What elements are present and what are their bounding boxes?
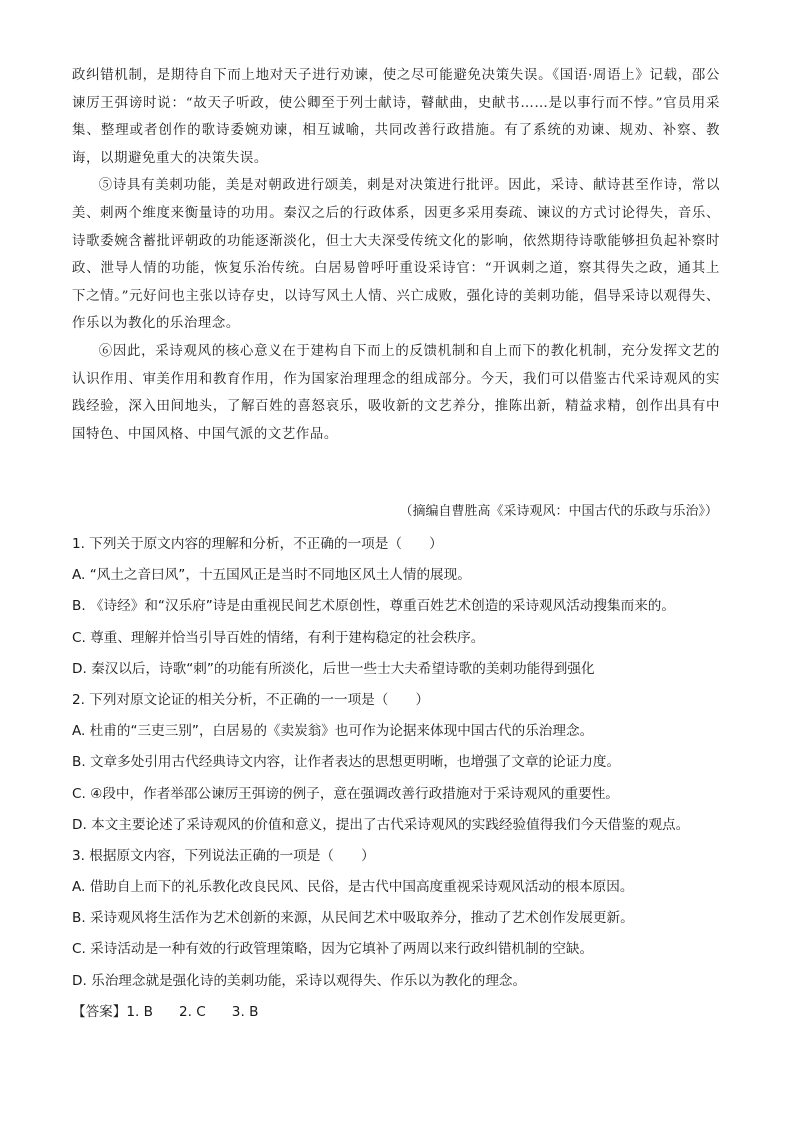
option-b: B. 文章多处引用古代经典诗文内容，让作者表达的思想更明晰，也增强了文章的论证力度。	[72, 754, 621, 771]
answer-item: 2. C	[179, 1003, 206, 1020]
passage-paragraph-continued: 政纠错机制，是期待自下而上地对天子进行劝谏，使之尽可能避免决策失误。《国语·周语上》记载，邵公谏厉王弭谤时说：“故天子听政，使公卿至于列士献诗，瞽献曲，史献书……是以事行而不悖。”官员用采集、整理或者创作的歌诗委婉劝谏，相互诚喻，共同改善行政措施。有了系统的劝谏、规劝、补察、教诲，以期避免重大的决策失误。	[72, 68, 720, 166]
option-d: D. 秦汉以后，诗歌“刺”的功能有所淡化，后世一些士大夫希望诗歌的美刺功能得到强化	[72, 660, 595, 677]
passage-paragraph-5: ⑤诗具有美刺功能，美是对朝政进行颂美，刺是对决策进行批评。因此，采诗、献诗甚至作诗，常以美、刺两个维度来衡量诗的功用。秦汉之后的行政体系，因更多采用奏疏、谏议的方式讨论得失，音乐、诗歌委婉含蓄批评朝政的功能逐渐淡化，但士大夫深受传统文化的影响，依然期待诗歌能够担负起补察时政、泄导人情的功能，恢复乐治传统。白居易曾呼吁重设采诗官：“开讽刺之道，察其得失之政，通其上下之情。”元好问也主张以诗存史，以诗写风土人情、兴亡成败，强化诗的美刺功能，倡导采诗以观得失、作乐以为教化的乐治理念。	[72, 178, 720, 332]
passage-paragraph-6: ⑥因此，采诗观风的核心意义在于建构自下而上的反馈机制和自上而下的教化机制，充分发挥文艺的认识作用、审美作用和教育作用，作为国家治理理念的组成部分。今天，我们可以借鉴古代采诗观风的实践经验，深入田间地头，了解百姓的喜怒哀乐，吸收新的文艺养分，推陈出新，精益求精，创作出具有中国特色、中国风格、中国气派的文艺作品。	[72, 343, 720, 442]
option-a: A. 借助自上而下的礼乐教化改良民风、民俗，是古代中国高度重视采诗观风活动的根本原因。	[72, 879, 634, 896]
option-d: D. 乐治理念就是强化诗的美刺功能，采诗以观得失、作乐以为教化的理念。	[72, 972, 527, 989]
question-2	[72, 685, 732, 841]
passage-text	[72, 62, 720, 448]
option-c: C. ④段中，作者举邵公谏厉王弭谤的例子，意在强调改善行政措施对于采诗观风的重要性。	[72, 785, 619, 802]
answer-key	[72, 997, 732, 1028]
answer-tag: 【答案】	[72, 1003, 127, 1020]
question-1	[72, 529, 732, 685]
source-citation: （摘编自曹胜高《采诗观风：中国古代的乐政与乐治》）	[399, 504, 718, 519]
option-b: B. 采诗观风将生活作为艺术创新的来源，从民间艺术中吸取养分，推动了艺术创作发展更新。	[72, 910, 634, 927]
question-stem: 2. 下列对原文论证的相关分析，不正确的一一项是（ ）	[72, 691, 430, 708]
option-a: A. “风土之音曰风”，十五国风正是当时不同地区风土人情的展现。	[72, 567, 471, 584]
answer-item: 3. B	[231, 1003, 259, 1020]
option-c: C. 采诗活动是一种有效的行政管理策略，因为它填补了两周以来行政纠错机制的空缺。	[72, 941, 594, 958]
option-a: A. 杜甫的“三吏三别”，白居易的《卖炭翁》也可作为论据来体现中国古代的乐治理念。	[72, 723, 594, 740]
question-stem: 1. 下列关于原文内容的理解和分析，不正确的一项是（ ）	[72, 536, 443, 552]
question-section	[72, 529, 732, 1028]
question-stem: 3. 根据原文内容，下列说法正确的一项是（ ）	[72, 847, 375, 864]
question-3	[72, 841, 732, 997]
option-b: B. 《诗经》和“汉乐府”诗是由重视民间艺术原创性，尊重百姓艺术创造的采诗观风活动搜集而来的。	[72, 598, 675, 615]
answer-item: 1. B	[126, 1003, 153, 1020]
option-d: D. 本文主要论述了采诗观风的价值和意义，提出了古代采诗观风的实践经验值得我们今天借鉴的观点。	[72, 816, 690, 833]
option-c: C. 尊重、理解并恰当引导百姓的情绪，有利于建构稳定的社会秩序。	[72, 629, 485, 646]
